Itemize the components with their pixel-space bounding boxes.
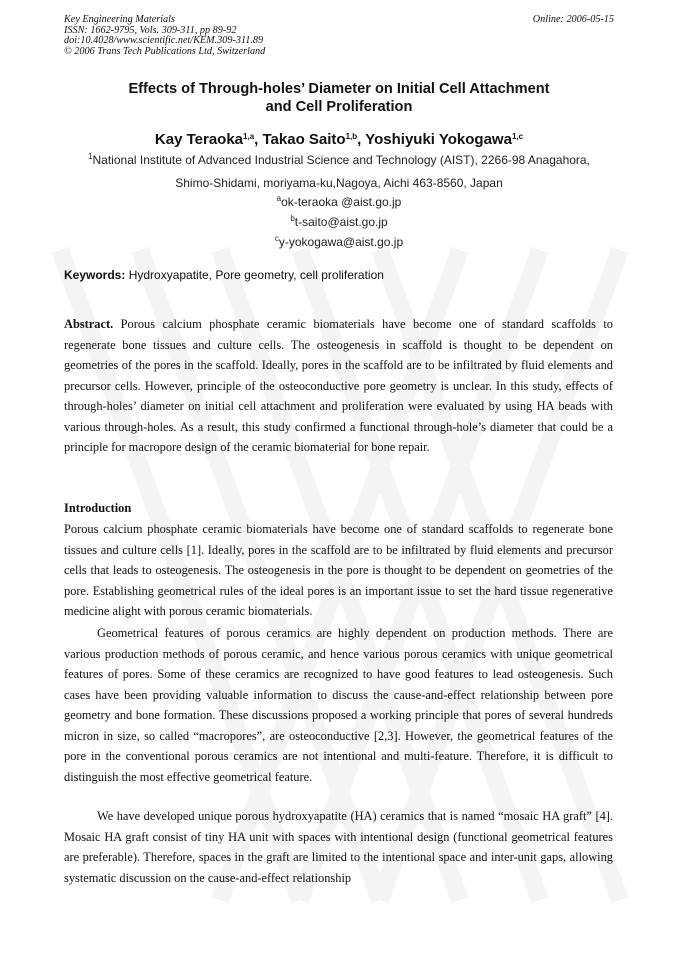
journal-name: Key Engineering Materials	[64, 14, 175, 25]
author-name: Takao Saito	[262, 131, 346, 148]
affiliation-line-2: Shimo-Shidami, moriyama-ku,Nagoya, Aichi 463-8560, Japan	[175, 176, 503, 190]
abstract-paragraph	[64, 314, 613, 458]
author-name: Yoshiyuki Yokogawa	[365, 131, 512, 148]
keywords-text: Hydroxyapatite, Pore geometry, cell proliferation	[125, 268, 384, 282]
intro-paragraph-1: Porous calcium phosphate ceramic biomaterials have become one of standard scaffolds to regenerate bone tissues and culture cells [1]. Ideally, pores in the scaffold are to be infiltrated by fluid elements and precursor cells that leads to osteogenesis. The osteogenesis in the pore is thought to be dependent on geometries of the pore. Establishing geometrical rules of the ideal pores is an important issue to set the hard tissue regenerative medicine alight with porous ceramic biomaterials.	[64, 522, 613, 618]
title-line-2: and Cell Proliferation	[265, 99, 413, 115]
page-header	[64, 15, 614, 57]
abstract-text: Porous calcium phosphate ceramic biomaterials have become one of standard scaffolds to regenerate bone tissues and culture cells. The osteogenesis in scaffold is thought to be dependent on geometries of the pores in the scaffold. Ideally, pores in the scaffold are to be infiltrated by fluid elements and precursor cells. However, principle of the osteoconductive pore geometry is unclear. In this study, effects of through-holes’ diameter on initial cell attachment and proliferation were evaluated by using HA beads with various through-holes. As a result, this study confirmed a functional through-hole’s diameter that could be a principle for macropore design of the ceramic biomaterial for bone repair.	[64, 317, 613, 454]
intro-paragraph-3: We have developed unique porous hydroxyapatite (HA) ceramics that is named “mosaic HA graft” [4]. Mosaic HA graft consist of tiny HA unit with spaces with intentional design (functional geometrical features are preferable). Therefore, spaces in the graft are limited to the intentional space and inter-unit gaps, allowing systematic discussion on the cause-and-effect relationship	[64, 809, 613, 885]
doi-line[interactable]: doi:10.4028/www.scientific.net/KEM.309-311.89	[64, 35, 264, 47]
introduction-heading: Introduction	[64, 501, 132, 515]
author-sup: 1,c	[511, 132, 524, 141]
paper-title	[0, 80, 678, 116]
keywords-label: Keywords:	[64, 268, 126, 282]
author-name: Kay Teraoka	[154, 131, 244, 148]
email-a[interactable]: $^a$ok-teraoka @aist.go.jp	[276, 194, 402, 209]
online-date: Online: 2006-05-15	[532, 14, 614, 25]
email-b[interactable]: $^b$t-saito@aist.go.jp	[290, 214, 388, 229]
title-line-1: Effects of Through-holes’ Diameter on Initial Cell Attachment	[128, 81, 550, 97]
keywords	[64, 268, 384, 282]
author-separator: ,	[357, 131, 366, 148]
abstract-label: Abstract.	[64, 317, 114, 331]
intro-paragraph-2: Geometrical features of porous ceramics are highly dependent on production methods. There are various production methods of porous ceramic, and hence various porous ceramics with unique geometrical features of pores. Some of these ceramics are recognized to have good features to lead osteogenesis. Such cases have been providing valuable information to discuss the cause-and-effect relationship between pore geometry and bone formation. These discussions proposed a working principle that pores of several hundreds micron in size, so called “macropores”, are osteoconductive [2,3]. However, the geometrical features of the pore in the conventional porous ceramics are not intentional and multi-feature. Therefore, it is difficult to distinguish the most effective geometrical feature.	[64, 626, 613, 784]
author-sup: 1,a	[243, 132, 255, 141]
affiliation-sup: 1	[88, 152, 93, 161]
issn-line: ISSN: 1662-9795, Vols. 309-311, pp 89-92	[64, 24, 237, 36]
email-c[interactable]: $^c$y-yokogawa@aist.go.jp	[274, 234, 404, 249]
author-list	[0, 131, 678, 148]
author-sup: 1,b	[345, 132, 358, 141]
author-separator: ,	[254, 131, 263, 148]
copyright-line: © 2006 Trans Tech Publications Ltd, Switzerland	[64, 45, 266, 57]
affiliation-line-1: $^1$National Institute of Advanced Industrial Science and Technology (AIST), 2266-98 Anagahora,	[88, 152, 590, 167]
